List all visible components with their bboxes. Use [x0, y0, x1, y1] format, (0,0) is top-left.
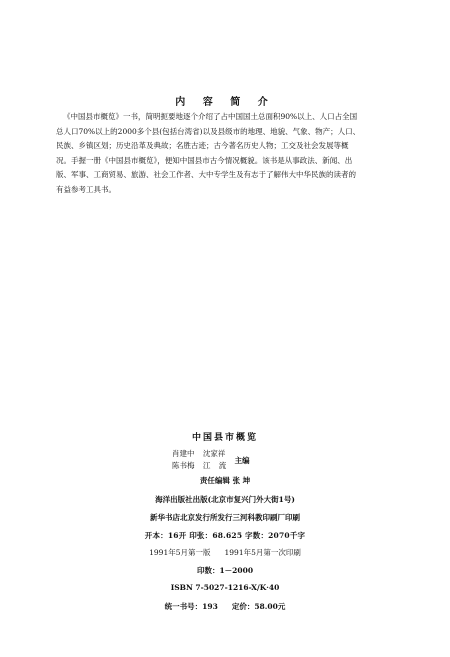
- catalog-price-line: [0, 601, 450, 612]
- book-title: 中国县市概览: [191, 433, 258, 443]
- editor-names-line: 陈书梅 江 流: [172, 461, 227, 470]
- intro-heading: 内 容 简 介: [175, 97, 275, 108]
- isbn-line: ISBN 7-5027-1216-X/K·40: [170, 583, 280, 592]
- intro-line: 有益参考工具书。: [56, 184, 116, 194]
- print-run: 印数：1－2000: [196, 566, 254, 575]
- editors-block: [172, 448, 250, 472]
- intro-line: 版、军事、工商贸易、旅游、社会工作者、大中专学生及有志于了解伟大中华民族的读者的: [56, 170, 356, 180]
- intro-line: 况。手握一册《中国县市概览》，便知中国县市古今情况概貌。该书是从事政法、新闻、出: [56, 155, 353, 165]
- responsible-editor: 责任编辑 张 坤: [199, 476, 251, 485]
- intro-line: 《中国县市概览》一书，简明扼要地逐个介绍了占中国国土总面积90%以上、人口占全国: [63, 112, 358, 121]
- format-line: 开本：16开 印张：68.625 字数：2070千字: [144, 531, 306, 540]
- printing-date: 1991年5月第一次印刷: [224, 548, 301, 557]
- edition-line: [0, 547, 450, 558]
- price: 定价：58.00元: [231, 602, 286, 611]
- edition-date: 1991年5月第一版: [149, 548, 211, 557]
- editor-role: 主编: [234, 455, 250, 465]
- editor-names: [172, 448, 226, 472]
- catalog-number: 统一书号：193: [164, 602, 218, 611]
- editor-names-line: 肖建中 沈家祥: [172, 449, 226, 458]
- intro-line: 民族、乡镇区划；历史沿革及典故；名胜古迹；古今著名历史人物；工交及社会发展等概: [56, 141, 349, 151]
- intro-line: 总人口70%以上的2000多个县(包括台湾省)以及县级市的地理、地貌、气象、物产；人口、: [56, 126, 361, 136]
- publisher-line: 海洋出版社出版(北京市复兴门外大街1号): [155, 495, 295, 504]
- printer-line: 新华书店北京发行所发行三河科教印刷厂印刷: [150, 513, 300, 522]
